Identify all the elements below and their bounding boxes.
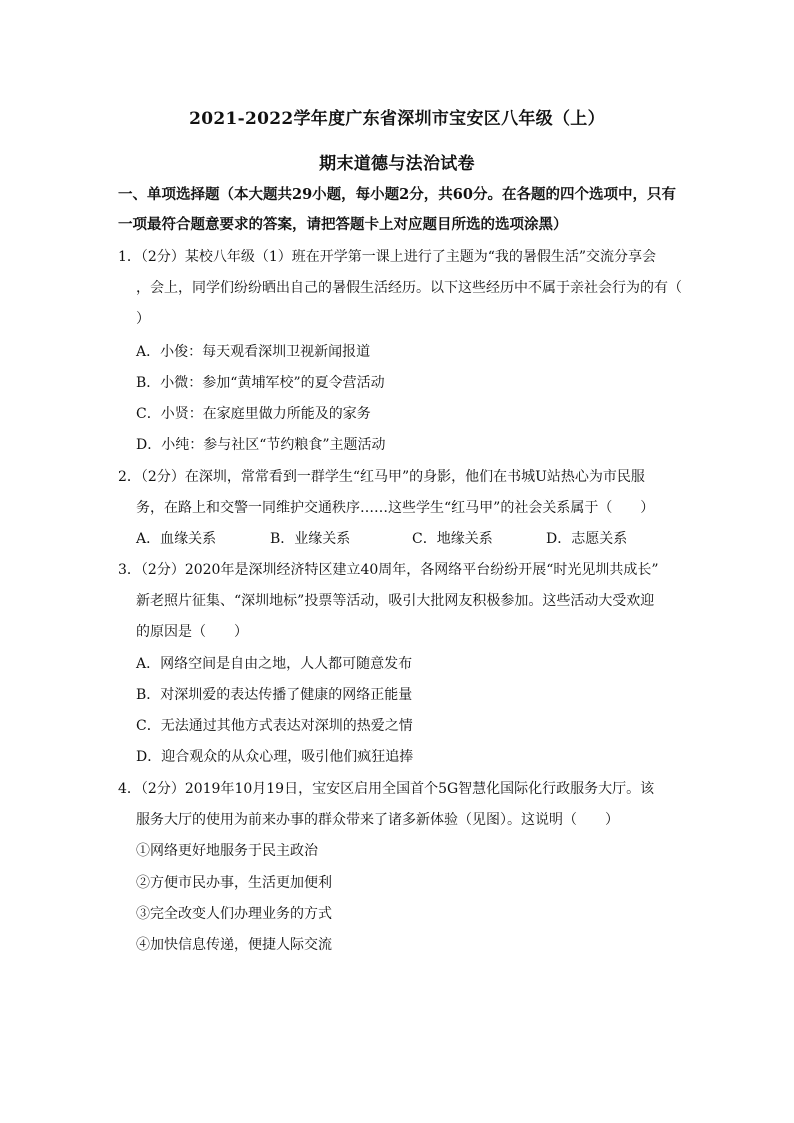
question-4-stem-line-2: 服务大厅的使用为前来办事的群众带来了诸多新体验（见图）。这说明（ ）	[136, 812, 619, 828]
question-2-stem-line-1: 2．（2分）在深圳，常常看到一群学生“红马甲”的身影，他们在书城U站热心为市民服	[118, 469, 645, 485]
question-3-option-d: D．迎合观众的从众心理，吸引他们疯狂追捧	[136, 749, 414, 765]
question-1-stem-line-1: 1．（2分）某校八年级（1）班在开学第一课上进行了主题为“我的暑假生活”交流分享会	[118, 249, 657, 265]
question-4-stem-line-1: 4．（2分）2019年10月19日，宝安区启用全国首个5G智慧化国际化行政服务大厅。该	[118, 781, 655, 797]
question-3-stem-line-1: 3．（2分）2020年是深圳经济特区建立40周年，各网络平台纷纷开展“时光见圳共成长”	[118, 562, 659, 578]
question-4-statement-3: ③完全改变人们办理业务的方式	[136, 906, 332, 922]
question-1-option-a: A．小俊：每天观看深圳卫视新闻报道	[136, 344, 371, 360]
question-2-option-d: D．志愿关系	[546, 531, 628, 547]
question-2-stem-line-2: 务，在路上和交警一同维护交通秩序……这些学生“红马甲”的社会关系属于（ ）	[136, 500, 655, 516]
question-2-option-a: A．血缘关系	[136, 531, 217, 547]
question-3-option-c: C．无法通过其他方式表达对深圳的热爱之情	[136, 718, 413, 734]
question-2-option-c: C．地缘关系	[412, 531, 493, 547]
exam-title-line-2: 期末道德与法治试卷	[319, 154, 475, 174]
section-heading-line-1: 一、单项选择题（本大题共29小题，每小题2分，共60分。在各题的四个选项中，只有	[118, 186, 676, 203]
exam-title-line-1: 2021-2022学年度广东省深圳市宝安区八年级（上）	[189, 109, 605, 129]
question-2-options-row	[136, 529, 656, 549]
question-2-option-b: B．业缘关系	[270, 531, 351, 547]
question-3-option-a: A．网络空间是自由之地，人人都可随意发布	[136, 656, 413, 672]
question-4-statement-4: ④加快信息传递，便捷人际交流	[136, 937, 332, 953]
section-heading-line-2: 一项最符合题意要求的答案，请把答题卡上对应题目所选的选项涂黑）	[118, 216, 568, 233]
question-3-stem-line-2: 新老照片征集、“深圳地标”投票等活动，吸引大批网友积极参加。这些活动大受欢迎	[136, 593, 655, 609]
question-1-option-c: C．小贤：在家庭里做力所能及的家务	[136, 406, 371, 422]
question-1-option-b: B．小微：参加“黄埔军校”的夏令营活动	[136, 375, 385, 391]
question-3-option-b: B．对深圳爱的表达传播了健康的网络正能量	[136, 687, 413, 703]
question-4-statement-2: ②方便市民办事，生活更加便利	[136, 875, 332, 891]
question-3-stem-line-3: 的原因是（ ）	[136, 624, 248, 640]
question-1-option-d: D．小纯：参与社区“节约粮食”主题活动	[136, 437, 386, 453]
question-1-stem-line-2: ，会上，同学们纷纷晒出自己的暑假生活经历。以下这些经历中不属于亲社会行为的有（	[136, 280, 682, 296]
question-1-stem-line-3: ）	[136, 311, 150, 327]
question-4-statement-1: ①网络更好地服务于民主政治	[136, 843, 318, 859]
